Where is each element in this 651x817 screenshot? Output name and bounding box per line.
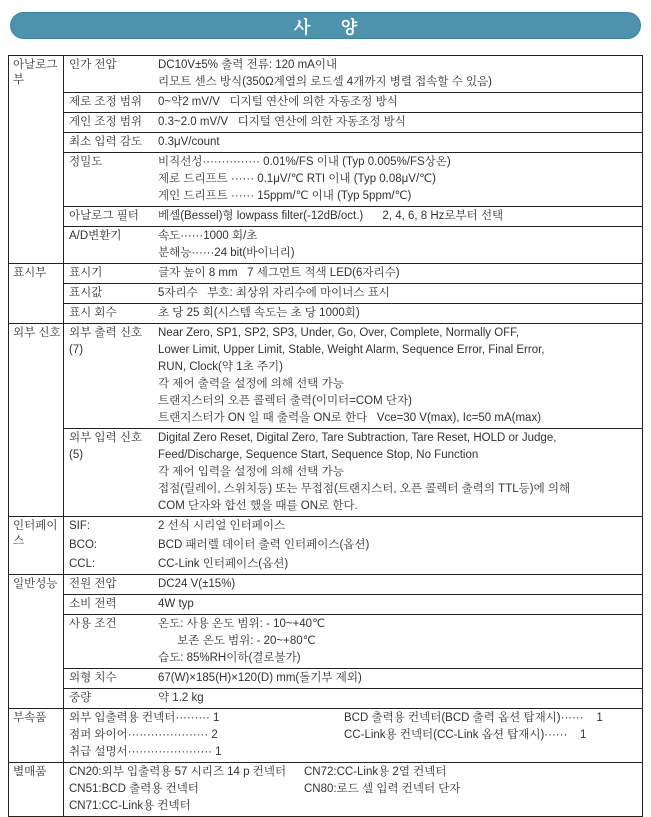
row-label: 최소 입력 감도 — [69, 136, 143, 148]
spec-value-line: 0.3μV/count — [158, 136, 220, 148]
optional-item: CN80:로드 셀 입력 컨넥터 단자 — [304, 783, 461, 795]
section-analog — [9, 56, 642, 263]
row-label: 표시기 — [69, 267, 103, 279]
row-label: 소비 전력 — [69, 598, 117, 610]
spec-row — [64, 283, 642, 303]
row-label: 외형 치수 — [69, 672, 117, 684]
spec-value-line: 분해능······24 bit(바이너리) — [158, 247, 295, 259]
section-general-performance — [9, 574, 642, 708]
spec-value-line: 각 제어 출력을 설정에 의해 선택 가능 — [158, 378, 344, 390]
spec-row — [64, 226, 642, 263]
row-label: 표시값 — [69, 287, 103, 299]
spec-row — [64, 324, 642, 428]
page-title: 사 양 — [293, 18, 365, 37]
row-label-count: (5) — [69, 449, 84, 461]
spec-value-line: RUN, Clock(약 1초 주기) — [158, 361, 283, 373]
spec-value-line: Feed/Discharge, Sequence Start, Sequence Stop, No Function — [158, 449, 479, 461]
spec-value-line: Near Zero, SP1, SP2, SP3, Under, Go, Over, Complete, Normally OFF, — [158, 327, 520, 339]
row-label: 중량 — [69, 692, 92, 704]
spec-row — [64, 575, 642, 594]
spec-row — [64, 668, 642, 688]
row-label: 제로 조정 범위 — [69, 96, 143, 108]
spec-value-line: 트랜지스터가 ON 일 때 출력을 ON로 한다 Vce=30 V(max), Ic=50 mA(max) — [158, 412, 542, 424]
spec-value-line: CC-Link 인터페이스(옵션) — [158, 558, 289, 570]
optional-item: CN71:CC-Link용 컨넥터 — [69, 800, 191, 812]
optional-item: CN51:BCD 출력용 컨넥터 — [69, 783, 199, 795]
spec-value-line: DC10V±5% 출력 전류: 120 mA이내 — [158, 59, 338, 71]
spec-row — [64, 517, 642, 536]
optional-item: CN20:외부 입출력용 57 시리즈 14 p 컨넥터 — [69, 766, 287, 778]
spec-value-line: 접점(릴레이, 스위치등) 또는 무접점(트랜지스터, 오픈 콜렉터 출력의 TTL등)에 의해 — [158, 483, 571, 495]
spec-value-line: 비직선성··············· 0.01%/FS 이내 (Typ 0.005%/FS상온) — [158, 156, 451, 168]
category-cell: 아날로그부 — [9, 56, 64, 263]
row-label: BCO: — [69, 539, 98, 551]
spec-table — [8, 55, 643, 817]
category-cell: 부속품 — [9, 709, 64, 762]
row-label: 정밀도 — [69, 156, 103, 168]
spec-row — [64, 112, 642, 132]
row-label: 인가 전압 — [69, 59, 117, 71]
spec-value-line: Digital Zero Reset, Digital Zero, Tare Subtraction, Tare Reset, HOLD or Judge, — [158, 432, 557, 444]
spec-row — [64, 536, 642, 555]
spec-value-line: 습도: 85%RH이하(결로불가) — [158, 652, 301, 664]
spec-row — [64, 555, 642, 574]
spec-row — [64, 206, 642, 226]
row-label: 게인 조정 범위 — [69, 116, 143, 128]
section-interface — [9, 516, 642, 574]
spec-value-line: 2 선식 시리얼 인터페이스 — [158, 520, 286, 532]
category-cell: 별매품 — [9, 763, 64, 816]
category-cell: 표시부 — [9, 264, 64, 323]
accessory-item: 외부 입출력용 컨넥터········· 1 — [69, 712, 220, 724]
spec-value-line: 보존 온도 범위: - 20~+80℃ — [158, 635, 316, 647]
spec-value-line: BCD 패러렐 데이터 출력 인터페이스(옵션) — [158, 539, 370, 551]
spec-row — [64, 152, 642, 206]
spec-value-line: 리모트 센스 방식(350Ω계열의 로드셀 4개까지 병렬 접속할 수 있음) — [158, 76, 493, 88]
spec-row — [64, 92, 642, 112]
row-label: CCL: — [69, 558, 96, 570]
spec-value-line: 각 제어 입력을 설정에 의해 선택 가능 — [158, 466, 344, 478]
spec-row — [64, 132, 642, 152]
accessory-line — [69, 710, 642, 727]
row-label: 표시 회수 — [69, 307, 117, 319]
accessory-item: BCD 출력용 컨넥터(BCD 출력 옵션 탑재시)······ 1 — [344, 712, 603, 724]
row-label: 전원 전압 — [69, 578, 117, 590]
accessory-item: 취급 설명서······················ 1 — [69, 746, 222, 758]
spec-value-line: DC24 V(±15%) — [158, 578, 236, 590]
spec-value-line: 속도······1000 회/초 — [158, 230, 258, 242]
optional-item-line — [69, 781, 642, 798]
spec-value-line: 0~약2 mV/V 디지털 연산에 의한 자동조정 방식 — [158, 96, 398, 108]
row-label: 외부 출력 신호 — [69, 327, 143, 339]
optional-item: CN72:CC-Link용 2열 컨넥터 — [304, 766, 447, 778]
optional-item-line — [69, 798, 642, 815]
spec-value-line: 글자 높이 8 mm 7 세그먼트 적색 LED(6자리수) — [158, 267, 400, 279]
category-cell: 인터페이스 — [9, 517, 64, 574]
section-display — [9, 263, 642, 323]
accessory-item: CC-Link용 컨넥터(CC-Link 옵션 탑재시)······ 1 — [344, 729, 587, 741]
spec-row — [64, 264, 642, 283]
accessory-item: 점퍼 와이어····················· 2 — [69, 729, 218, 741]
section-optional-items — [9, 762, 642, 816]
accessory-line — [69, 744, 642, 761]
row-label: 아날로그 필터 — [69, 210, 139, 222]
spec-row — [64, 428, 642, 516]
spec-row — [64, 56, 642, 92]
category-cell: 일반성능 — [9, 575, 64, 708]
spec-value-line: 4W typ — [158, 598, 194, 610]
section-external-signals — [9, 323, 642, 516]
spec-value-line: 제로 드리프트 ······ 0.1μV/℃ RTI 이내 (Typ 0.08μV/℃) — [158, 173, 436, 185]
spec-value-line: 67(W)×185(H)×120(D) mm(돌기부 제외) — [158, 672, 362, 684]
row-label-count: (7) — [69, 344, 84, 356]
optional-item-line — [69, 764, 642, 781]
row-label: A/D변환기 — [69, 230, 122, 242]
category-cell: 외부 신호 — [9, 324, 64, 516]
spec-row — [64, 688, 642, 708]
spec-row — [64, 614, 642, 668]
spec-value-line: 게인 드리프트 ······ 15ppm/℃ 이내 (Typ 5ppm/℃) — [158, 190, 412, 202]
spec-value-line: 약 1.2 kg — [158, 692, 204, 704]
spec-value-line: 5자리수 부호: 최상위 자리수에 마이너스 표시 — [158, 287, 390, 299]
spec-value-line: 베셀(Bessel)형 lowpass filter(-12dB/oct.) 2, 4, 6, 8 Hz로부터 선택 — [158, 210, 504, 222]
spec-value-line: 초 당 25 회(시스템 속도는 초 당 1000회) — [158, 307, 360, 319]
row-label: 외부 입력 신호 — [69, 432, 143, 444]
spec-row — [64, 303, 642, 323]
section-title-bar — [10, 12, 641, 39]
row-label: SIF: — [69, 520, 91, 532]
spec-row — [64, 594, 642, 614]
accessory-line — [69, 727, 642, 744]
spec-value-line: 트랜지스터의 오픈 콜렉터 출력(이미터=COM 단자) — [158, 395, 412, 407]
spec-value-line: Lower Limit, Upper Limit, Stable, Weight Alarm, Sequence Error, Final Error, — [158, 344, 545, 356]
spec-value-line: 온도: 사용 온도 범위: - 10~+40℃ — [158, 618, 325, 630]
spec-value-line: 0.3~2.0 mV/V 디지털 연산에 의한 자동조정 방식 — [158, 116, 406, 128]
section-accessories — [9, 708, 642, 762]
spec-value-line: COM 단자와 합선 했을 때를 ON로 한다. — [158, 500, 358, 512]
row-label: 사용 조건 — [69, 618, 117, 630]
